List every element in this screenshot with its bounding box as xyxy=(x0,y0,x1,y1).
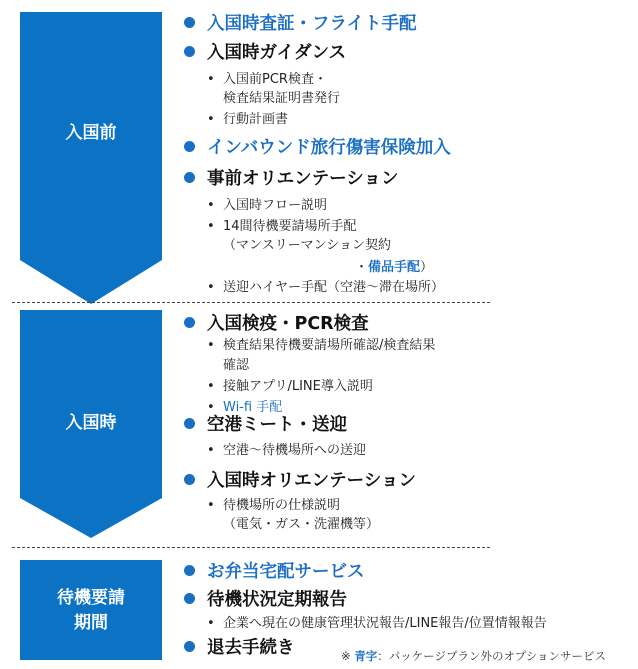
heading-entry-orientation: 入国時オリエンテーション xyxy=(184,470,416,492)
sub-pcr-cert: 検査結果証明書発行 xyxy=(223,91,341,106)
separator-2 xyxy=(12,547,490,548)
sub-test-result: • 検査結果待機要請場所確認/検査結果 xyxy=(207,338,436,353)
heading-status-report: 待機状況定期報告 xyxy=(184,589,347,611)
sub-health-report: • 企業へ現在の健康管理状況報告/LINE報告/位置情報報告 xyxy=(207,616,547,631)
phase-label-pre-entry: 入国前 xyxy=(65,123,117,143)
sub-action-plan: • 行動計画書 xyxy=(207,112,289,127)
bullet-icon xyxy=(184,46,195,57)
sub-place-spec: • 待機場所の仕様説明 xyxy=(207,498,341,513)
sub-equipment: ・備品手配） xyxy=(355,260,434,275)
sub-monthly-mansion: （マンスリーマンション契約 xyxy=(223,238,392,253)
bullet-icon xyxy=(184,172,195,183)
sub-confirm: 確認 xyxy=(223,358,250,373)
heading-checkout: 退去手続き xyxy=(184,637,295,659)
phase-label-entry: 入国時 xyxy=(65,413,117,433)
footnote: ※ 青字：パッケージプラン外のオプションサービス xyxy=(340,649,606,663)
bullet-icon xyxy=(184,565,195,576)
heading-insurance: インバウンド旅行傷害保険加入 xyxy=(184,137,451,159)
bullet-icon xyxy=(184,593,195,604)
bullet-icon xyxy=(184,418,195,429)
heading-visa-flight: 入国時査証・フライト手配 xyxy=(184,13,416,35)
bullet-icon xyxy=(184,474,195,485)
sub-waiting-place: • 14間待機要請場所手配 xyxy=(207,219,357,234)
heading-quarantine-pcr: 入国検疫・PCR検査 xyxy=(184,313,369,335)
heading-pre-orientation: 事前オリエンテーション xyxy=(184,168,398,190)
phase-label-waiting-line1: 待機要請 xyxy=(57,588,125,608)
bullet-icon xyxy=(184,317,195,328)
sub-contact-app: • 接触アプリ/LINE導入説明 xyxy=(207,379,373,394)
bullet-icon xyxy=(184,17,195,28)
heading-airport-meet: 空港ミート・送迎 xyxy=(184,414,347,436)
heading-bento: お弁当宅配サービス xyxy=(184,561,365,583)
sub-utilities: （電気・ガス・洗濯機等） xyxy=(223,517,380,532)
sub-pcr-test: • 入国前PCR検査・ xyxy=(207,72,327,87)
bullet-icon xyxy=(184,141,195,152)
sub-airport-transfer: • 空港～待機場所への送迎 xyxy=(207,443,367,458)
phase-block-waiting xyxy=(20,560,162,660)
phase-arrow-pre-entry xyxy=(20,12,162,304)
bullet-icon xyxy=(184,641,195,652)
heading-entry-guidance: 入国時ガイダンス xyxy=(184,42,346,64)
sub-wifi: • Wi-fi 手配 xyxy=(207,400,283,415)
phase-label-waiting-line2: 期間 xyxy=(74,613,108,633)
separator-1 xyxy=(12,302,490,303)
sub-entry-flow: • 入国時フロー説明 xyxy=(207,198,328,213)
sub-hire-car: • 送迎ハイヤー手配（空港～滞在場所） xyxy=(207,280,445,295)
